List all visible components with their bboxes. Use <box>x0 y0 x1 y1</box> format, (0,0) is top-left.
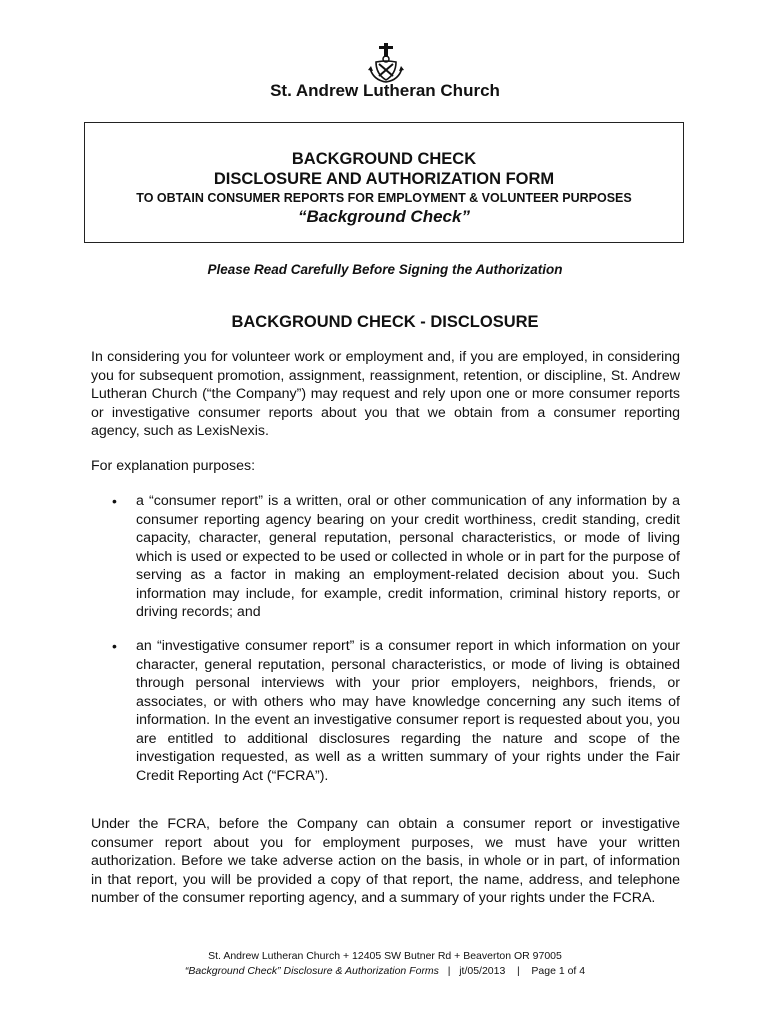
explanation-heading: For explanation purposes: <box>91 458 256 474</box>
intro-paragraph: In considering you for volunteer work or employment and, if you are employed, in considering you for subsequent promotion, assignment, reassignment, retention, or discipline, St. Andrew Lutheran Church (“the Company”) may request and rely upon one or more consumer reports or investigative consumer reports about you that we obtain from a consumer reporting agency, such as LexisNexis. <box>91 349 680 439</box>
disclosure-section-title: BACKGROUND CHECK - DISCLOSURE <box>231 313 539 331</box>
fcra-paragraph: Under the FCRA, before the Company can obtain a consumer report or investigative consumer report about you for employment purposes, we must have your written authorization. Before we take adverse action on the basis, in whole or in part, of information in that report, you will be provided a copy of that report, the name, address, and telephone number of the consumer reporting agency, and a summary of your rights under the FCRA. <box>91 816 680 906</box>
bullet-icon: • <box>112 638 117 654</box>
footer-page-number: Page 1 of 4 <box>531 965 586 977</box>
church-name-heading: St. Andrew Lutheran Church <box>270 81 500 100</box>
footer-form-info <box>0 965 770 977</box>
footer-address: St. Andrew Lutheran Church + 12405 SW Butner Rd + Beaverton OR 97005 <box>208 950 562 962</box>
footer-separator: | <box>508 965 529 977</box>
form-title-line1: BACKGROUND CHECK <box>291 150 477 168</box>
form-short-name: “Background Check” <box>298 207 470 226</box>
form-title-box <box>84 122 684 243</box>
footer-form-name: “Background Check” Disclosure & Authorization Forms <box>184 965 439 977</box>
list-item-text: a “consumer report” is a written, oral or other communication of any information by a consumer reporting agency bearing on your credit worthiness, credit standing, credit capacity, character, general reputation, personal characteristics, or mode of living which is used or expected to be used or collected in whole or in part for the purpose of serving as a factor in making an employment-related decision about you. Such information may include, for example, credit information, criminal history reports, or driving records; and <box>136 493 680 620</box>
footer-separator: | <box>441 965 457 977</box>
read-carefully-instruction: Please Read Carefully Before Signing the Authorization <box>207 262 563 277</box>
list-item-consumer-report <box>112 492 680 622</box>
church-logo-anchor-cross-icon <box>367 42 405 84</box>
form-title-line2: DISCLOSURE AND AUTHORIZATION FORM <box>213 170 555 188</box>
list-item-text: an “investigative consumer report” is a consumer report in which information on your character, general reputation, personal characteristics, or mode of living is obtained through personal interviews with your prior employers, neighbors, friends, or associates, or with others who may have knowledge concerning any such items of information. In the event an investigative consumer report is requested about you, you are entitled to additional disclosures regarding the nature and scope of the investigation requested, as well as a written summary of your rights under the Fair Credit Reporting Act (“FCRA”). <box>136 638 680 784</box>
footer-revision: jt/05/2013 <box>459 965 506 977</box>
list-item-investigative-report <box>112 637 680 785</box>
form-subtitle: TO OBTAIN CONSUMER REPORTS FOR EMPLOYMENT & VOLUNTEER PURPOSES <box>136 191 632 205</box>
bullet-icon: • <box>112 493 117 509</box>
